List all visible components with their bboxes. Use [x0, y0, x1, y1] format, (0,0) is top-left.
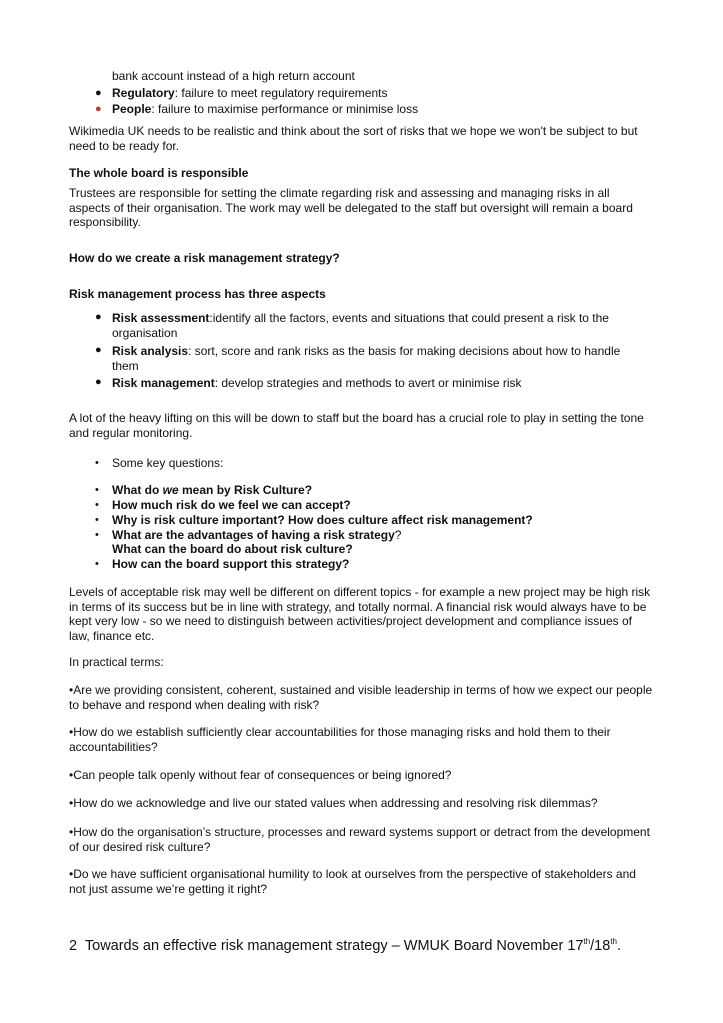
footer-title: Towards an effective risk management strategy – WMUK Board November 17	[84, 938, 584, 954]
bullet-dot: •	[95, 484, 99, 496]
bullet-dot: •	[95, 558, 99, 570]
page-footer: 2 Towards an effective risk management strategy – WMUK Board November 17th/18th.	[69, 937, 622, 954]
list-item-risk-assessment: Risk assessment:identify all the factors, events and situations that could present a risk to the organisation	[112, 311, 609, 340]
bullet-dot: •	[95, 457, 99, 469]
question-accept-risk: How much risk do we feel we can accept?	[112, 498, 351, 512]
whole-board-paragraph: Trustees are responsible for setting the climate regarding risk and assessing and managing risks in all aspects of their organisation. The work may well be delegated to the staff but oversight will remain a board responsibility.	[69, 186, 633, 229]
list-item-people: People: failure to maximise performance or minimise loss	[112, 102, 419, 116]
bullet-dot: ●	[95, 87, 102, 99]
practical-heading: In practical terms:	[69, 655, 164, 669]
practical-item: •How do we acknowledge and live our stated values when addressing and resolving risk dilemmas?	[69, 796, 598, 810]
continued-list-line: bank account instead of a high return account	[112, 69, 355, 83]
practical-item: •Do we have sufficient organisational humility to look at ourselves from the perspective of stakeholders and not just assume we’re getting it right?	[69, 867, 636, 896]
heavy-lifting-paragraph: A lot of the heavy lifting on this will be down to staff but the board has a crucial role to play in setting the tone and regular monitoring.	[69, 411, 644, 440]
strategy-question-heading: How do we create a risk management strategy?	[69, 251, 340, 265]
levels-paragraph: Levels of acceptable risk may well be different on different topics - for example a new project may be high risk in terms of its success but be in line with strategy, and totally normal. A financial risk would always have to be kept very low - so we need to distinguish between activities/project development and compliance issues of law, finance etc.	[69, 585, 651, 643]
practical-item: •How do the organisation’s structure, processes and reward systems support or detract from the development of our desired risk culture?	[69, 825, 650, 854]
bullet-dot: •	[95, 529, 99, 541]
realistic-paragraph: Wikimedia UK needs to be realistic and think about the sort of risks that we hope we won't be subject to but need to be ready for.	[69, 124, 638, 153]
question-advantages: What are the advantages of having a risk strategy?	[112, 528, 402, 542]
bullet-dot: ●	[95, 311, 102, 323]
key-questions-intro: Some key questions:	[112, 456, 224, 470]
list-item-risk-management: Risk management: develop strategies and methods to avert or minimise risk	[112, 376, 522, 390]
question-culture-important: Why is risk culture important? How does culture affect risk management?	[112, 513, 533, 527]
list-item-risk-analysis: Risk analysis: sort, score and rank risks as the basis for making decisions about how to handle them	[112, 344, 621, 373]
question-risk-culture: What do we mean by Risk Culture?	[112, 483, 313, 497]
section-heading-whole-board: The whole board is responsible	[69, 166, 249, 180]
practical-item: •Are we providing consistent, coherent, sustained and visible leadership in terms of how we expect our people to behave and respond when dealing with risk?	[69, 683, 653, 712]
question-board-culture: What can the board do about risk culture?	[112, 542, 353, 556]
process-heading: Risk management process has three aspects	[69, 287, 326, 301]
question-board-support: How can the board support this strategy?	[112, 557, 350, 571]
list-item-regulatory: Regulatory: failure to meet regulatory requirements	[112, 86, 388, 100]
practical-item: •How do we establish sufficiently clear accountabilities for those managing risks and hold them to their accountabilities?	[69, 725, 611, 754]
page-number: 2	[69, 938, 78, 954]
bullet-dot: ●	[95, 344, 102, 356]
bullet-dot: ●	[95, 376, 102, 388]
bullet-dot: ●	[95, 103, 102, 115]
bullet-dot: •	[95, 514, 99, 526]
practical-item: •Can people talk openly without fear of consequences or being ignored?	[69, 768, 452, 782]
bullet-dot: •	[95, 499, 99, 511]
